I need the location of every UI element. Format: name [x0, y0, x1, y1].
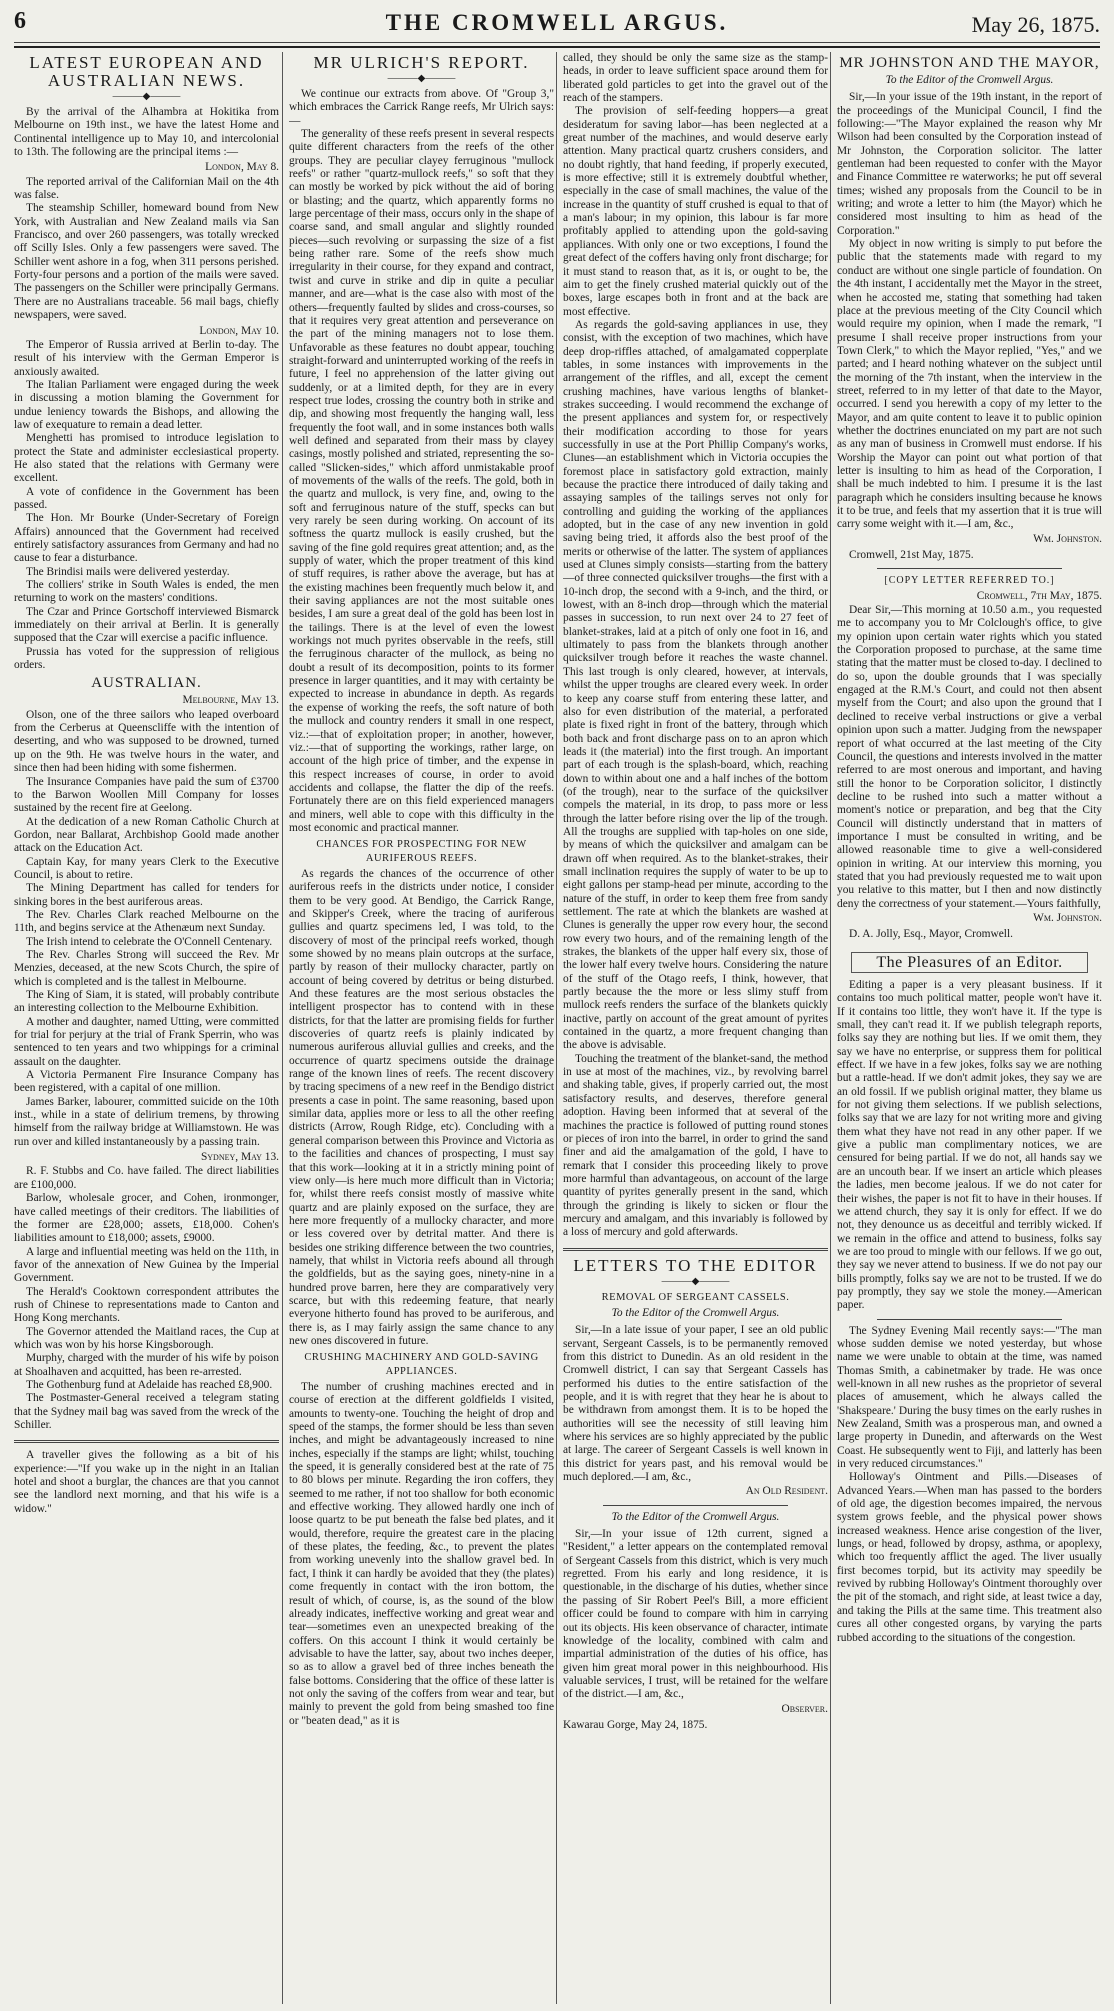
- paragraph: Editing a paper is a very pleasant business. If it contains too much political matter, people won't have it. If it contains too little, they won't have it. If the type is small, they can't read it. If we publish telegraph reports, folks say they are nothing but lies. If we omit them, they say we have no enterprise, or suppress them for political effect. If we have in a few jokes, folks say we are nothing but a rattle-head. If we don't admit jokes, they say we are an old fossil. If we publish original matter, they blame us for not giving them selections. If we publish selections, folks say that we are lazy for not writing more and giving them what they have not read in any other paper. If we give a public man complimentary notices, we are censured for being partial. If we do not, all hands say we are an uncouth bear. If we insert an article which pleases the ladies, men become jealous. If we do not cater for their wishes, the paper is not fit to have in their houses. If we attend church, they say it is only for effect. If we do not, they denounce us as deceitful and terribly wicked. If we remain in the office and attend to business, folks say we are too proud to mingle with our fellows. If we go out, they say we never attend to business. If we do not pay our bills promptly, folks say we are not to be trusted. If we do pay promptly, they say we stole the money.—American paper.: [837, 979, 1102, 1312]
- separator: [877, 1319, 1062, 1320]
- paragraph: Sir,—In your issue of the 19th instant, in the report of the proceedings of the Municipal Council, I find the following:—"The Mayor explained the reason why Mr Wilson had been consulted by the Corporation instead of Mr Johnston, the Corporation solicitor. The latter gentleman had been requested to confer with the Mayor and Finance Committee re waterworks; he put off several times; wished any proposals from the Council to be in writing; and wrote a letter to him (the Mayor) which he considered most insulting to him as head of the Corporation.": [837, 91, 1102, 237]
- article-heading: MR ULRICH'S REPORT.: [313, 53, 530, 72]
- address-line: To the Editor of the Cromwell Argus.: [885, 74, 1054, 86]
- paragraph: The Insurance Companies have paid the sum of £3700 to the Barwon Woollen Mill Company for losses sustained by the recent fire at Geelong.: [14, 775, 279, 815]
- column-rule: [830, 52, 831, 2004]
- subheading: CHANCES FOR PROSPECTING FOR NEW AURIFEROUS REEFS.: [316, 839, 527, 864]
- paragraph: The Irish intend to celebrate the O'Connell Centenary.: [26, 935, 273, 948]
- page-number: 6: [14, 8, 26, 34]
- paragraph: Touching the treatment of the blanket-sand, the method in use at most of the machines, viz., by revolving barrel and shaking table, gives, if properly carried out, the most satisfactory results, and deserves, therefore general adoption. Having been informed that at several of the machines the practice is followed of putting round stones or pieces of iron into the barrel, in order to grind the sand finer and aid the amalgamation of the gold, I have to remark that I consider this proceeding likely to prove more harmful than advantageous, on account of the large quantity of pyrites generally present in the sand, which through the grinding is likely to sicken or flour the mercury and amalgam, and this invariably is followed by a loss of mercury and gold afterwards.: [563, 1052, 828, 1239]
- paragraph: The Czar and Prince Gortschoff interviewed Bismarck immediately on their arrival at Berlin. It is generally supposed that the Czar will exercise a pacific influence.: [14, 605, 279, 645]
- column-4: [837, 52, 1102, 2004]
- paragraph: The Brindisi mails were delivered yesterday.: [26, 565, 230, 578]
- signature: Wm. Johnston.: [1033, 911, 1102, 924]
- paragraph: The Sydney Evening Mail recently says:—"The man whose sudden demise we noted yesterday, but whose name we were unable to obtain at the time, was named Thomas Smith, a cabinetmaker by trade. He was once well-known in all new rushes as the proprietor of several places of amusement, which he always called the 'Shakspeare.' During the busy times on the early rushes in New Zealand, Smith was a prosperous man, and owned a large property in Dunedin, and afterwards on the West Coast. He subsequently went to Fiji, and latterly has been in very reduced circumstances.": [837, 1324, 1102, 1471]
- paragraph: The Herald's Cooktown correspondent attributes the rush of Chinese to representations made to Canton and Hong Kong merchants.: [14, 1285, 279, 1325]
- issue-date: May 26, 1875.: [971, 12, 1100, 37]
- address-line: To the Editor of the Cromwell Argus.: [611, 1510, 780, 1523]
- paragraph: A traveller gives the following as a bit of his experience:—"If you wake up in the night in an Italian hotel and shoot a burglar, the chances are that you cannot see the landlord next morning, and that his wife is a widow.": [14, 1449, 279, 1515]
- article-heading: MR JOHNSTON AND THE MAYOR,: [839, 55, 1100, 71]
- column-rule: [556, 52, 557, 2004]
- signature: Wm. Johnston.: [1033, 532, 1102, 545]
- subheading: REMOVAL OF SERGEANT CASSELS.: [601, 1291, 790, 1303]
- paragraph: As regards the chances of the occurrence of other auriferous reefs in the districts under notice, I consider them to be very good. At Bendigo, the Carrick Range, and Skipper's Creek, where the tracing of auriferous gullies and quartz specimens led, I was told, to the discovery of most of the principal reefs worked, though some showed by no means plain outcrops at the surface, partly by reason of their mullocky character, partly on account of being covered by detritus or being disturbed. And these features are the most serious obstacles the intelligent prospector has to contend with in these districts, for that the latter are promising fields for further discoveries of quartz reefs is plainly indicated by numerous auriferous alluvial gullies and creeks, and the occurrence of quartz specimens outside the drainage range of the known lines of reefs. The recent discovery by tracing specimens of a new reef in the Bendigo district presents a case in point. The same reasoning, based upon similar data, applies more or less to all the other reefing districts (Arrow, Rough Ridge, etc). Concluding with a general comparison between this Province and Victoria as to the facilities and chances of prospecting, I must say that this work—looking at it in a strictly mining point of view only—is here much more difficult than in Victoria; for, whilst there reefs consist mostly of massive white quartz and are plainly exposed on the surface, they are here more frequently of a mullocky character, and more or less covered over by detrital matter. And there is besides one striking difference between the two countries, namely, that whilst in Victoria reefs abound all through the goldfields, but as the saying goes, ninety-nine in a hundred prove barren, here they are comparatively very scarce, but with this redeeming feature, that nearly everyone hitherto found has proved to be auriferous, and there is, as I may fairly assign the same chance to any new ones discovered in future.: [289, 867, 554, 1347]
- paragraph: The Governor attended the Maitland races, the Cup at which was won by his horse Kingsborough.: [14, 1325, 279, 1351]
- paragraph: Captain Kay, for many years Clerk to the Executive Council, is about to retire.: [14, 855, 279, 881]
- column-1: [14, 52, 279, 2004]
- separator: [14, 1440, 279, 1443]
- paragraph: As regards the gold-saving appliances in use, they consist, with the exception of two machines, which have deep drop-riffles attached, of amalgamated copperplate tables, in some instances with improvements in the arrangement of the riffles, and all, except the cement crushing machines, have various lengths of blanket-strakes succeeding. I would recommend the exchange of the present appliances and system for, or respectively their modification according to those for years successfully in use at the Port Phillip Company's works, Clunes—an establishment which in Victoria occupies the foremost place in satisfactory gold extraction, mainly because the practice there introduced of daily taking and assaying samples of the tailings serves not only for controlling and guiding the working of the appliances adopted, but in the case of any new invention in gold saving being tried, it affords also the best proof of the merits or otherwise of the latter. The system of appliances used at Clunes simply consists—starting from the battery—of three connected quicksilver troughs—the first with a 10-inch drop, the second with a 9-inch, and the third, or lowest, with an 8-inch drop—through which the material passes in succession, to run next over 24 to 27 feet of blanket-strakes, laid at a pitch of only one foot in 16, and ultimately to pass from the blankets through another quicksilver trough before it reaches the waste channel. This last trough is only cleared, however, at intervals, whilst the upper troughs are cleared every week. In order to keep any coarse stuff from entering these latter, and also for even distribution of the material, a perforated plate is fixed right in front of the battery, through which both back and front discharge pass on to an apron which leads it (the material) into the first trough. An important part of each trough is the splash-board, which, reaching down to within about one and a half inches of the bottom (of the trough), near to the surface of the quicksilver compels the material, in its drop, to pass more or less through the latter before rising over the lip of the trough. All the troughs are supplied with tap-holes on one side, by means of which the quicksilver and amalgam can be drawn off when required. As to the blanket-strakes, their small inclination requires the supply of water to be up to eight gallons per stamp-head per minute, according to the nature of the stuff, in order to keep them free from sandy settlement. The rate at which the blankets are washed at Clunes is generally the upper row every hour, the second row every two hours, and of the remaining length of the strakes, the blankets of the upper half every six, those of the lower half every twelve hours. Considering the nature of the stuff of the Otago reefs, I think, however, that partly because the the more or less slimy stuff from mullock reefs renders the surface of the blankets quickly inactive, partly on account of the great amount of pyrites contained in the quartz, a more frequent changing than the above is advisable.: [563, 318, 828, 1052]
- paragraph: The Hon. Mr Bourke (Under-Secretary of Foreign Affairs) announced that the Government had received entirely satisfactory assurances from Germany and had no cause to fear a disturbance.: [14, 512, 279, 565]
- paragraph: The Rev. Charles Strong will succeed the Rev. Mr Menzies, deceased, at the new Scots Church, the spire of which is completed and is the tallest in Melbourne.: [14, 948, 279, 988]
- paragraph: The colliers' strike in South Wales is ended, the men returning to work on the masters' conditions.: [14, 579, 279, 605]
- paragraph: Sir,—In your issue of 12th current, signed a "Resident," a letter appears on the contemplated removal of Sergeant Cassels from this district, which is very much regretted. From his early and long residence, it is questionable, in the discharge of his duties, whether since the passing of Sir Robert Peel's Bill, a more efficient officer could be found to compare with him in carrying out its objects. His keen observance of character, intimate knowledge of the locality, combined with calm and impartial administration of the duties of his office, has given him great moral power in this neighbourhood. His valuable services, I trust, will be retained for the welfare of the district.—I am, &c.,: [563, 1528, 828, 1701]
- newspaper-title: THE CROMWELL ARGUS.: [385, 10, 729, 35]
- article-heading: LATEST EUROPEAN AND AUSTRALIAN NEWS.: [29, 53, 264, 90]
- paragraph: Dear Sir,—This morning at 10.50 a.m., you requested me to accompany you to Mr Colclough's office, to give my opinion upon certain water rights which you stated the Corporation proposed to purchase, at the same time stating that the matter must be closed to-day. I declined to do so, upon the double grounds that I was specially engaged at the R.M.'s Court, and could not then absent myself from the Court; and also upon the ground that I declined to receive verbal instructions or give a verbal opinion upon such a matter. Judging from the newspaper report of what occurred at the last meeting of the City Council, the questions and interests involved in the matter referred to are most onerous and important, and having still the honor to be Corporation solicitor, I distinctly decline to be rushed into such a matter without a moment's notice or preparation, and beg that the City Council will distinctly understand that in matters of importance I must be consulted in writing, and be allowed reasonable time to give a well-considered opinion in writing. At our interview this morning, you stated that you had previously requested me to wait upon you relative to this matter, but I then and now distinctly deny the correctness of your statement.—Yours faithfully,: [837, 604, 1102, 910]
- column-2: [289, 52, 554, 2004]
- paragraph: Sir,—In a late issue of your paper, I see an old public servant, Sergeant Cassels, is to be permanently removed from this district to Dunedin. As an old resident in the Cromwell district, I can say that Sergeant Cassels has performed his duties to the entire satisfaction of the people, and it is with regret that they hear he is about to be withdrawn from amongst them. It is to be hoped the authorities will see the necessity of still leaving him where his services are so highly appreciated by the public at large. The career of Sergeant Cassels is well known in this district for years past, and his removal would be much deplored.—I am, &c.,: [563, 1324, 828, 1484]
- paragraph: The steamship Schiller, homeward bound from New York, with Australian and New Zealand mails via San Francisco, and over 260 passengers, was totally wrecked off Scilly Isles. Only a few passengers were saved. The Schiller went ashore in a fog, when 311 persons perished. Forty-four persons and a portion of the mails were saved. The passengers on the Schiller were principally Germans. There are no Australians traceable. 56 mail bags, chiefly newspapers, were saved.: [14, 202, 279, 322]
- dateline: Melbourne, May 13.: [182, 694, 279, 707]
- paragraph: James Barker, labourer, committed suicide on the 10th inst., while in a state of delirium tremens, by throwing himself from the railway bridge at Williamstown. He was run over and killed instantaneously by a passing train.: [14, 1095, 279, 1148]
- paragraph: By the arrival of the Alhambra at Hokitika from Melbourne on 19th inst., we have the latest Home and Continental intelligence up to May 10, and intercolonial to 13th. The following are the principal items :—: [14, 106, 279, 159]
- ornament: ———◆———: [387, 73, 456, 84]
- article-heading: The Pleasures of an Editor.: [851, 952, 1088, 973]
- paragraph: The King of Siam, it is stated, will probably contribute an interesting collection to the Melbourne Exhibition.: [14, 989, 279, 1015]
- section-heading: AUSTRALIAN.: [91, 675, 202, 692]
- dateline: Cromwell, 7th May, 1875.: [976, 589, 1102, 602]
- address-line: D. A. Jolly, Esq., Mayor, Cromwell.: [849, 928, 1013, 941]
- paragraph: Menghetti has promised to introduce legislation to protect the State and administer ecclesiastical property. He also stated that the relations with Germany were excellent.: [14, 432, 279, 485]
- paragraph: Murphy, charged with the murder of his wife by poison at Shoalhaven and acquitted, has been re-arrested.: [14, 1352, 279, 1378]
- paragraph: The Postmaster-General received a telegram stating that the Sydney mail bag was saved from the wreck of the Schiller.: [14, 1392, 279, 1431]
- paragraph: A vote of confidence in the Government has been passed.: [14, 485, 279, 511]
- ornament: ———◆———: [112, 91, 181, 102]
- paragraph: The generality of these reefs present in several respects quite different characters from the reefs of the other groups. They are peculiar clayey ferruginous "mullock reefs" or rather "quartz-mullock reefs," so soft that they can mostly be worked by pick without the aid of boring or blasting; and the quartz, which apparently forms no large percentage of their mass, occurs only in the shape of coarse sand, and small angular and slightly rounded pieces—such revolving or surpassing the size of a fist being rather rare. Some of the reefs show much irregularity in their course, for they expand and contract, twist and curve in strike and dip in quite a peculiar manner, and are—what is the case also with most of the others—frequently faulted by slides and cross-courses, so that it requires very great attention and perseverance on the part of the mining managers not to lose them. Unfavorable as these features no doubt appear, touching straight-forward and uninterrupted working of the reefs in future, I feel no apprehension of the latter giving out suddenly, or at a limited depth, for they are in every respect true lodes, crossing the country both in strike and dip, and showing most frequently the hanging wall, less frequently the foot wall, and in some instances both walls well defined and separated from their mass by clayey casings, mostly polished and striated, representing the so-called "Slicken-sides," which afford unmistakable proof of movements of the walls of the reefs. The gold, both in the quartz and mullock, is very fine, and, owing to the soft and ferruginous nature of the stuff, specks can but very rarely be seen during working. On account of its softness the quartz mullock is easily crushed, but the saving of the fine gold requires great attention; and, as the supply of water, which the proper treatment of this kind of stuff requires, is rather above the average, but has at the existing machines been frequently much below it, and their saving appliances are not the most suitable ones besides, I am sure a great deal of the gold has been lost in the tailings. There is at the level of even the lowest workings not much pyrites observable in the reefs, still the ferruginous character of the mullock, as being no doubt a result of its decomposition, points to its former presence in larger quantities, and it may with certainty be expected to increase in abundance in depth. As regards the expense of working the reefs, the soft nature of both the mullock and country renders it small in one respect, viz.:—that of exploitation proper; in another, however, viz.:—that of supporting the workings, rather large, on account of the high price of timber, and the expense in this respect increases of course, in order to avoid accidents and collapse, the flatter the dip of the reefs. Fortunately there are on this field experienced managers and miners, well able to cope with this difficulty in the most economic and practical manner.: [289, 128, 554, 834]
- paragraph: Prussia has voted for the suppression of religious orders.: [14, 645, 279, 672]
- paragraph: called, they should be only the same size as the stamp-heads, in order to leave sufficient space around them for liberated gold particles to get into the gravel out of the reach of the stampers.: [563, 52, 828, 105]
- paragraph: The Emperor of Russia arrived at Berlin to-day. The result of his interview with the German Emperor is anxiously awaited.: [14, 338, 279, 378]
- paragraph: R. F. Stubbs and Co. have failed. The direct liabilities are £100,000.: [14, 1165, 279, 1191]
- masthead-rule: [14, 42, 1100, 43]
- paragraph: We continue our extracts from above. Of "Group 3," which embraces the Carrick Range reefs, Mr Ulrich says:—: [289, 88, 554, 127]
- dateline: Kawarau Gorge, May 24, 1875.: [563, 1718, 708, 1731]
- column-3: [563, 52, 828, 2004]
- separator: [603, 1505, 788, 1506]
- paragraph: The reported arrival of the Californian Mail on the 4th was false.: [14, 175, 279, 202]
- signature: An Old Resident.: [745, 1485, 828, 1498]
- paragraph: The number of crushing machines erected and in course of erection at the different goldfields I visited, amounts to twenty-one. Touching the height of drop and speed of the stamps, the former should be less than seven inches, and might be advantageously increased to nine inches, especially if the stamps are light; whilst, touching the speed, it is generally considered best at the rate of 75 to 80 blows per minute. Regarding the iron coffers, they seemed to me rather, if not too shallow for both economic and effective working. They allowed hardly one inch of loose quartz to be put beneath the false bed plates, and it would, therefore, require the greatest care in the placing of these plates, the feeding, &c., to prevent the plates from working unevenly into the shallow gravel bed. In fact, I think it can hardly be avoided that they (the plates) come frequently in contact with the iron bottom, the result of which, of course, is, as the sound of the blow already indicates, ineffective working and great wear and tear—sometimes even an unexpected breaking of the coffers. On this account I think it would certainly be advisable to have the latter, say, about two inches deeper, so as to allow a gravel bed of three inches beneath the false bottoms. Considering that the office of these latter is not only the saving of the coffers from wear and tear, but mainly to prevent the gold from being smashed too fine or "beaten dead," as it is: [289, 1381, 554, 1727]
- separator: [877, 568, 1062, 569]
- paragraph: My object in now writing is simply to put before the public that the statements made with regard to my conduct are without one single particle of foundation. On the 4th instant, I accidentally met the Mayor in the street, when he accosted me, stating that something had taken place at the previous meeting of the City Council which would require my opinion, when I made the remark, "I presume I shall receive proper instructions from your Town Clerk," to which the Mayor replied, "Yes," and we parted; and I heard nothing whatever on the subject until the morning of the 7th instant, when the interview in the street, referred to in my letter of that date to the Mayor, occurred. I send you herewith a copy of my letter to the Mayor, and am quite content to leave it to public opinion whether the doctrines enunciated on my part are not such as any man of business in Cromwell must endorse. If his Worship the Mayor can point out what portion of that letter is insulting to him as head of the Corporation, I shall be much indebted to him. I presume it is the last paragraph which he considers insulting because he knows it to be true, and feels that my assertion that it is true will carry some weight with it.—I am, &c.,: [837, 238, 1102, 531]
- dateline: London, May 8.: [205, 161, 279, 174]
- subheading: CRUSHING MACHINERY AND GOLD-SAVING APPLIANCES.: [304, 1352, 539, 1377]
- paragraph: A large and influential meeting was held on the 11th, in favor of the annexation of New Guinea by the Imperial Government.: [14, 1245, 279, 1285]
- section-heading: LETTERS TO THE EDITOR: [573, 1255, 818, 1275]
- paragraph: The Gothenburg fund at Adelaide has reached £8,900.: [26, 1378, 273, 1391]
- copy-letter-heading: [COPY LETTER REFERRED TO.]: [884, 575, 1055, 587]
- dateline: Cromwell, 21st May, 1875.: [849, 549, 974, 562]
- paragraph: Barlow, wholesale grocer, and Cohen, ironmonger, have called meetings of their creditors. The liabilities of the former are £28,000; assets, £18,000. Cohen's liabilities amount to £18,000; assets, £9000.: [14, 1192, 279, 1245]
- separator: [563, 1248, 828, 1251]
- column-rule: [282, 52, 283, 2004]
- paragraph: The Mining Department has called for tenders for sinking bores in the best auriferous areas.: [14, 882, 279, 908]
- paragraph: Olson, one of the three sailors who leaped overboard from the Cerberus at Queenscliffe with the intention of deserting, and who was supposed to be drowned, turned up on the 9th. He was twelve hours in the water, and since then had been hiding with some fishermen.: [14, 708, 279, 775]
- paragraph: The provision of self-feeding hoppers—a great desideratum for saving labor—has been neglected at a great number of the machines, and would deserve early attention. Many practical quartz crushers considers, and no doubt rightly, that hand feeding, if properly executed, is more effective; still it is extremely doubtful whether, especially in the case of small machines, the value of the increase in the quantity of stuff crushed is equal to that of a man's labour; in my opinion, this labour is far more profitably applied to attending upon the gold-saving appliances. With only one or two exceptions, I found the great defect of the coffers having only front discharge; for it must stand to reason that, as it is, or ought to be, the aim to get the finely crushed material quickly out of the boxes, large escapes both in front and at the back are most effective.: [563, 105, 828, 318]
- paragraph: Holloway's Ointment and Pills.—Diseases of Advanced Years.—When man has passed to the borders of old age, the digestion becomes impaired, the nervous system grows feeble, and the physical power shows increased weakness. Hence arise congestion of the liver, lungs, or head, followed by dropsy, asthma, or apoplexy, which too frequently afflict the aged. The liver usually first becomes torpid, but its activity may speedily be revived by rubbing Holloway's Ointment thoroughly over the pit of the stomach, and right side, at least twice a day, and taking the Pills at the same time. This treatment also cures all other congested organs, by varying the parts rubbed according to the situations of the congestion.: [837, 1471, 1102, 1644]
- paragraph: The Italian Parliament were engaged during the week in discussing a motion blaming the Government for undue leniency towards the Bishops, and allowing the law of exequature to remain a dead letter.: [14, 378, 279, 431]
- address-line: To the Editor of the Cromwell Argus.: [611, 1306, 780, 1319]
- paragraph: A Victoria Permanent Fire Insurance Company has been registered, with a capital of one million.: [14, 1069, 279, 1095]
- paragraph: The Rev. Charles Clark reached Melbourne on the 11th, and begins service at the Athenæum next Sunday.: [14, 908, 279, 935]
- paragraph: At the dedication of a new Roman Catholic Church at Gordon, near Ballarat, Archbishop Goold made another attack on the Education Act.: [14, 815, 279, 855]
- dateline: Sydney, May 13.: [200, 1151, 279, 1164]
- ornament: ———◆———: [661, 1275, 730, 1287]
- signature: Observer.: [781, 1702, 828, 1715]
- dateline: London, May 10.: [199, 324, 279, 337]
- masthead: [14, 6, 1100, 48]
- paragraph: A mother and daughter, named Utting, were committed for trial for perjury at the trial of Frank Sperrin, who was sentenced to ten years and two whippings for a criminal assault on the daughter.: [14, 1015, 279, 1068]
